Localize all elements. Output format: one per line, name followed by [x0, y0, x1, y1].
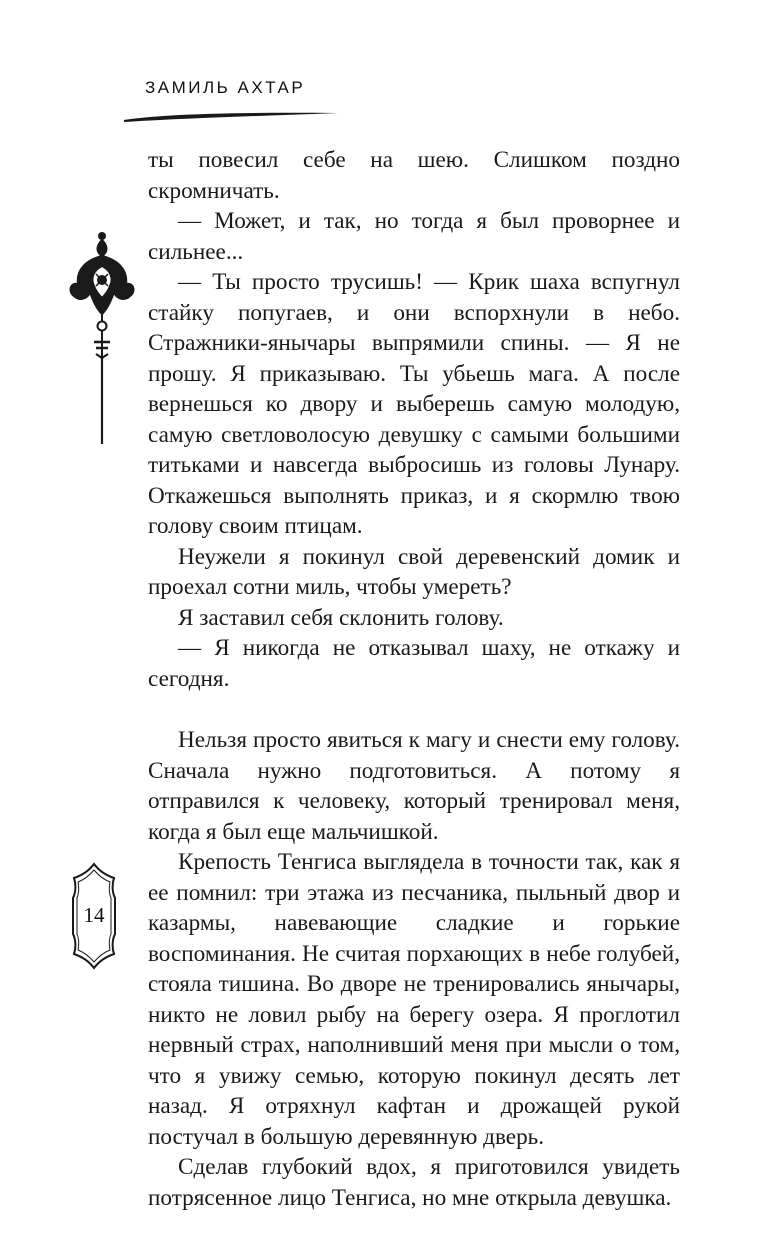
body-text [148, 145, 680, 1213]
paragraph: — Ты просто трусишь! — Крик шаха вспугнул стайку попугаев, и они вспорхнули в небо. Стражники-янычары выпрямили спины. — Я не прошу. Я приказываю. Ты убьешь мага. А после вернешься ко двору и выберешь самую молодую, самую светловолосую девушку с самыми большими титьками и навсегда выбросишь из головы Лунару. Откажешься выполнять приказ, и я скормлю твою голову своим птицам. [148, 269, 680, 539]
page-number: 14 [83, 903, 105, 927]
paragraph: Неужели я покинул свой деревенский домик и проехал сотни миль, чтобы умереть? [148, 543, 680, 600]
ornament-icon [66, 230, 138, 445]
paragraph: Крепость Тенгиса выглядела в точности так, как я ее помнил: три этажа из песчаника, пыльный двор и казармы, навевающие сладкие и горькие воспоминания. Не считая порхающих в небе голубей, стояла тишина. Во дворе не тренировались янычары, никто не ловил рыбу на берегу озера. Я проглотил нервный страх, наполнивший меня при мысли о том, что я увижу семью, которую покинул десять лет назад. Я отряхнул кафтан и дрожащей рукой постучал в большую деревянную дверь. [148, 849, 680, 1150]
header-brush-rule [120, 106, 340, 126]
paragraph: — Я никогда не отказывал шаху, не откажу и сегодня. [148, 635, 680, 692]
paragraph: Я заставил себя склонить голову. [178, 604, 504, 631]
paragraph: — Может, и так, но тогда я был проворнее и сильнее... [148, 208, 680, 265]
running-head-author: ЗАМИЛЬ АХТАР [145, 78, 306, 97]
paragraph: Нельзя просто явиться к магу и снести ему голову. Сначала нужно подготовиться. А потому я отправился к человеку, который тренировал меня, когда я был еще мальчишкой. [148, 727, 680, 845]
paragraph: ты повесил себе на шею. Слишком поздно скромничать. [148, 147, 680, 204]
paragraph: Сделав глубокий вдох, я приготовился увидеть потрясенное лицо Тенгиса, но мне открыла девушка. [148, 1154, 680, 1211]
